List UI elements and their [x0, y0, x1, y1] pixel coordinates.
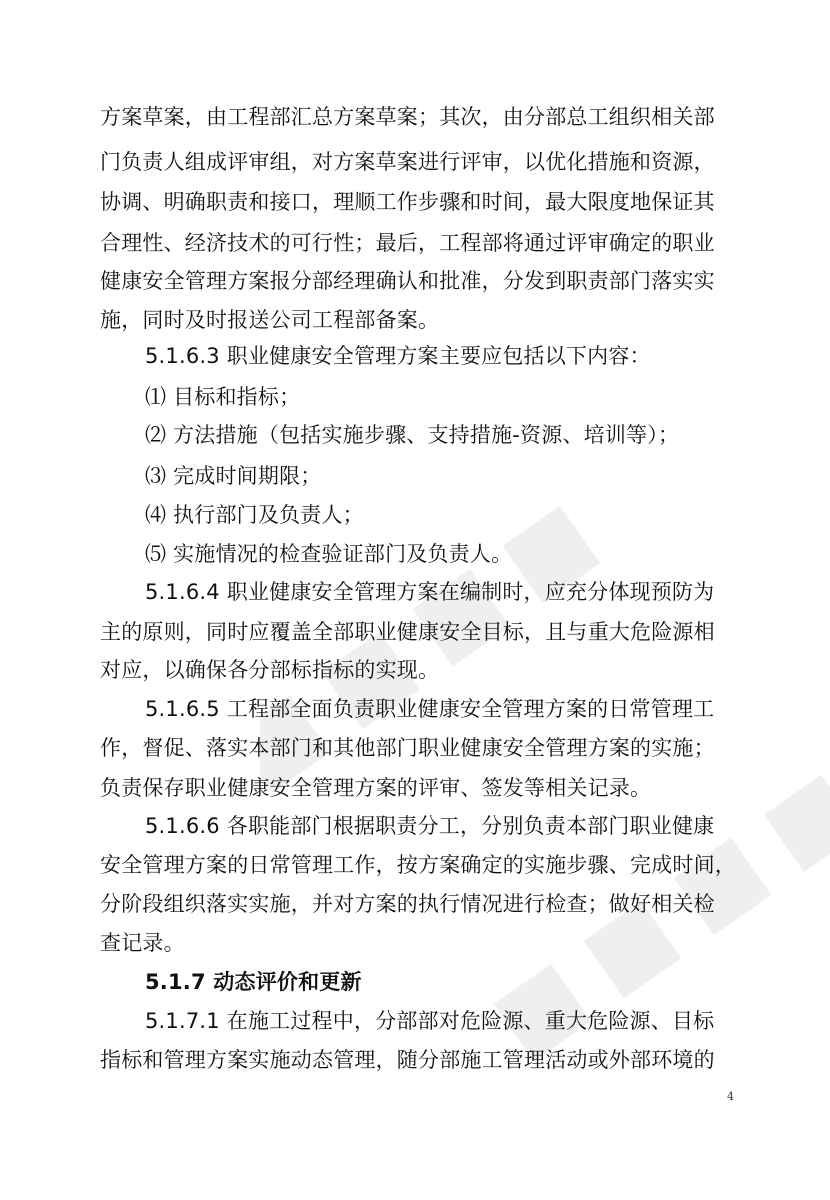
section-paragraph-5-1-6-3: 5.1.6.3 职业健康安全管理方案主要应包括以下内容：: [145, 344, 651, 368]
list-item: ⑷ 执行部门及负责人；: [145, 503, 364, 527]
body-text-line: 分阶段组织落实实施，并对方案的执行情况进行检查；做好相关检: [100, 892, 715, 916]
body-text-line: 查记录。: [100, 931, 185, 955]
list-item: ⑶ 完成时间期限；: [145, 464, 322, 488]
body-text-line: 方案草案，由工程部汇总方案草案；其次，由分部总工组织相关部: [100, 105, 715, 129]
body-text-line: 对应，以确保各分部标指标的实现。: [100, 658, 440, 682]
section-paragraph-5-1-6-4: 5.1.6.4 职业健康安全管理方案在编制时，应充分体现预防为: [145, 580, 715, 604]
page-number: 4: [727, 1090, 734, 1103]
body-text-line: 协调、明确职责和接口，理顺工作步骤和时间，最大限度地保证其: [100, 190, 715, 214]
body-text-line: 指标和管理方案实施动态管理，随分部施工管理活动或外部环境的: [100, 1048, 715, 1072]
section-paragraph-5-1-6-5: 5.1.6.5 工程部全面负责职业健康安全管理方案的日常管理工: [145, 697, 715, 721]
section-heading-5-1-7: 5.1.7 动态评价和更新: [145, 970, 362, 994]
body-text-line: 作，督促、落实本部门和其他部门职业健康安全管理方案的实施；: [100, 736, 715, 760]
body-text-line: 负责保存职业健康安全管理方案的评审、签发等相关记录。: [100, 776, 652, 800]
body-text-line: 健康安全管理方案报分部经理确认和批准，分发到职责部门落实实: [100, 269, 715, 293]
body-text-line: 主的原则，同时应覆盖全部职业健康安全目标，且与重大危险源相: [100, 620, 715, 644]
section-paragraph-5-1-6-6: 5.1.6.6 各职能部门根据职责分工，分别负责本部门职业健康: [145, 814, 715, 838]
list-item: ⑴ 目标和指标；: [145, 385, 301, 409]
body-text-line: 门负责人组成评审组，对方案草案进行评审，以优化措施和资源，: [100, 150, 715, 174]
body-text-line: 施，同时及时报送公司工程部备案。: [100, 308, 440, 332]
body-text-line: 安全管理方案的日常管理工作，按方案确定的实施步骤、完成时间，: [100, 853, 736, 877]
list-item: ⑸ 实施情况的检查验证部门及负责人。: [145, 542, 513, 566]
section-paragraph-5-1-7-1: 5.1.7.1 在施工过程中，分部部对危险源、重大危险源、目标: [145, 1009, 715, 1033]
body-text-line: 合理性、经济技术的可行性；最后，工程部将通过评审确定的职业: [100, 231, 715, 255]
list-item: ⑵ 方法措施（包括实施步骤、支持措施-资源、培训等）；: [145, 423, 680, 447]
